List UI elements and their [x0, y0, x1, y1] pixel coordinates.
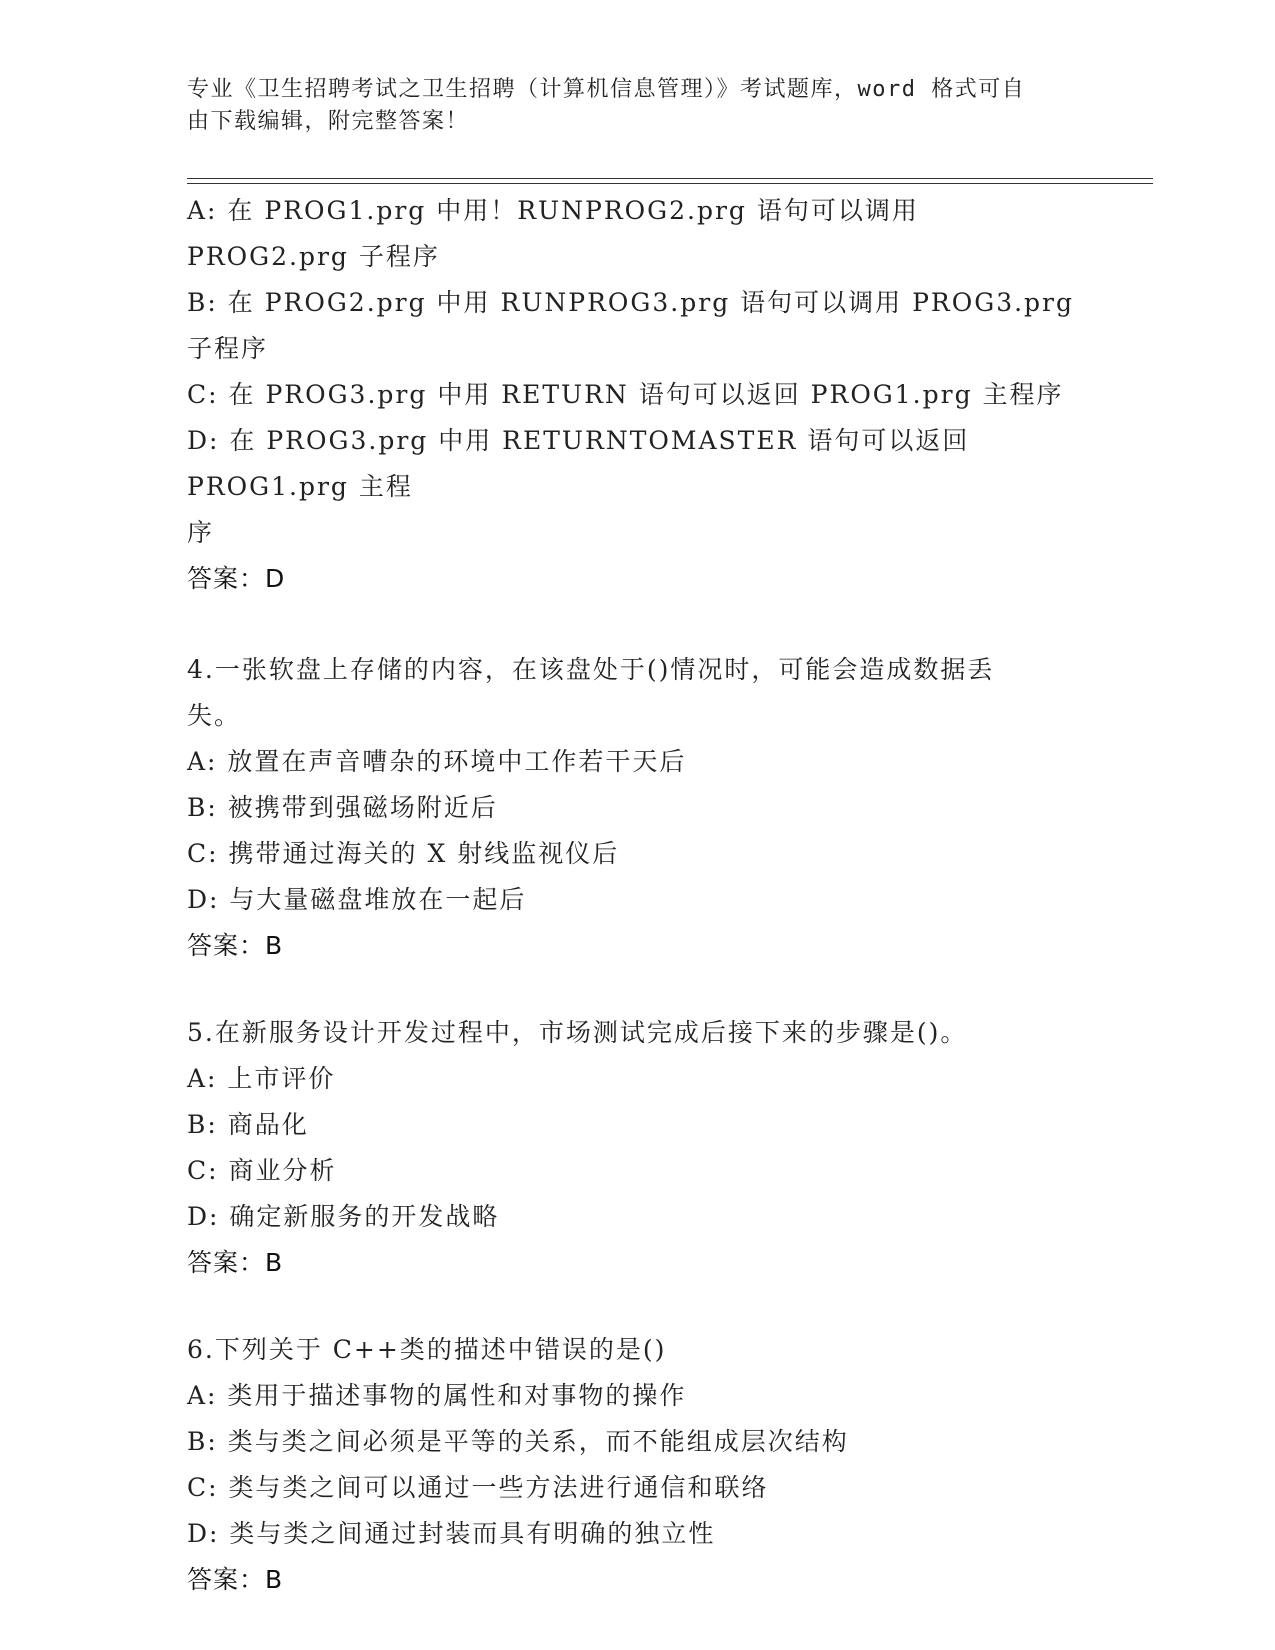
question-stem: 6.下列关于 C++类的描述中错误的是() — [187, 1335, 667, 1364]
question-4 — [187, 647, 1087, 969]
option-d: D: 类与类之间通过封装而具有明确的独立性 — [187, 1519, 716, 1548]
question-stem: 5.在新服务设计开发过程中，市场测试完成后接下来的步骤是()。 — [187, 1018, 968, 1047]
option-d-continued: 序 — [187, 518, 215, 547]
answer-label: 答案：B — [187, 931, 284, 960]
option-a: A: 类用于描述事物的属性和对事物的操作 — [187, 1381, 687, 1410]
question-5 — [187, 1010, 1087, 1286]
question-list — [187, 188, 1087, 1603]
answer-label: 答案：B — [187, 1248, 284, 1277]
header-line-1: 专业《卫生招聘考试之卫生招聘（计算机信息管理）》考试题库，word 格式可自 — [187, 77, 1026, 102]
spacer — [187, 1286, 1087, 1327]
option-b: B: 商品化 — [187, 1110, 309, 1139]
spacer — [187, 602, 1087, 647]
header-divider-top — [187, 178, 1153, 179]
question-stem: 4.一张软盘上存储的内容，在该盘处于()情况时，可能会造成数据丢 — [187, 655, 995, 684]
option-c: C: 携带通过海关的 X 射线监视仪后 — [187, 839, 620, 868]
question-6 — [187, 1327, 1087, 1603]
option-c: C: 商业分析 — [187, 1156, 337, 1185]
option-c: C: 在 PROG3.prg 中用 RETURN 语句可以返回 PROG1.prg 主程序 — [187, 380, 1064, 409]
header-divider-bottom — [187, 183, 1153, 184]
option-a: A: 放置在声音嘈杂的环境中工作若干天后 — [187, 747, 687, 776]
option-c: C: 类与类之间可以通过一些方法进行通信和联络 — [187, 1473, 769, 1502]
option-d: D: 在 PROG3.prg 中用 RETURNTOMASTER 语句可以返回 PROG1.prg 主程 — [187, 426, 970, 501]
option-a: A: 上市评价 — [187, 1064, 336, 1093]
question-3-options — [187, 188, 1087, 602]
option-b: B: 被携带到强磁场附近后 — [187, 793, 498, 822]
option-b: B: 类与类之间必须是平等的关系，而不能组成层次结构 — [187, 1427, 849, 1456]
option-a: A: 在 PROG1.prg 中用！RUNPROG2.prg 语句可以调用 PROG2.prg 子程序 — [187, 196, 919, 271]
option-d: D: 与大量磁盘堆放在一起后 — [187, 885, 527, 914]
answer-label: 答案：D — [187, 564, 286, 593]
option-b: B: 在 PROG2.prg 中用 RUNPROG3.prg 语句可以调用 PROG3.prg 子程序 — [187, 288, 1075, 363]
option-d: D: 确定新服务的开发战略 — [187, 1202, 500, 1231]
question-stem-continued: 失。 — [187, 701, 242, 730]
answer-label: 答案：B — [187, 1565, 284, 1594]
spacer — [187, 969, 1087, 1010]
header-line-2: 由下载编辑，附完整答案！ — [187, 109, 470, 134]
document-header — [187, 74, 1067, 138]
